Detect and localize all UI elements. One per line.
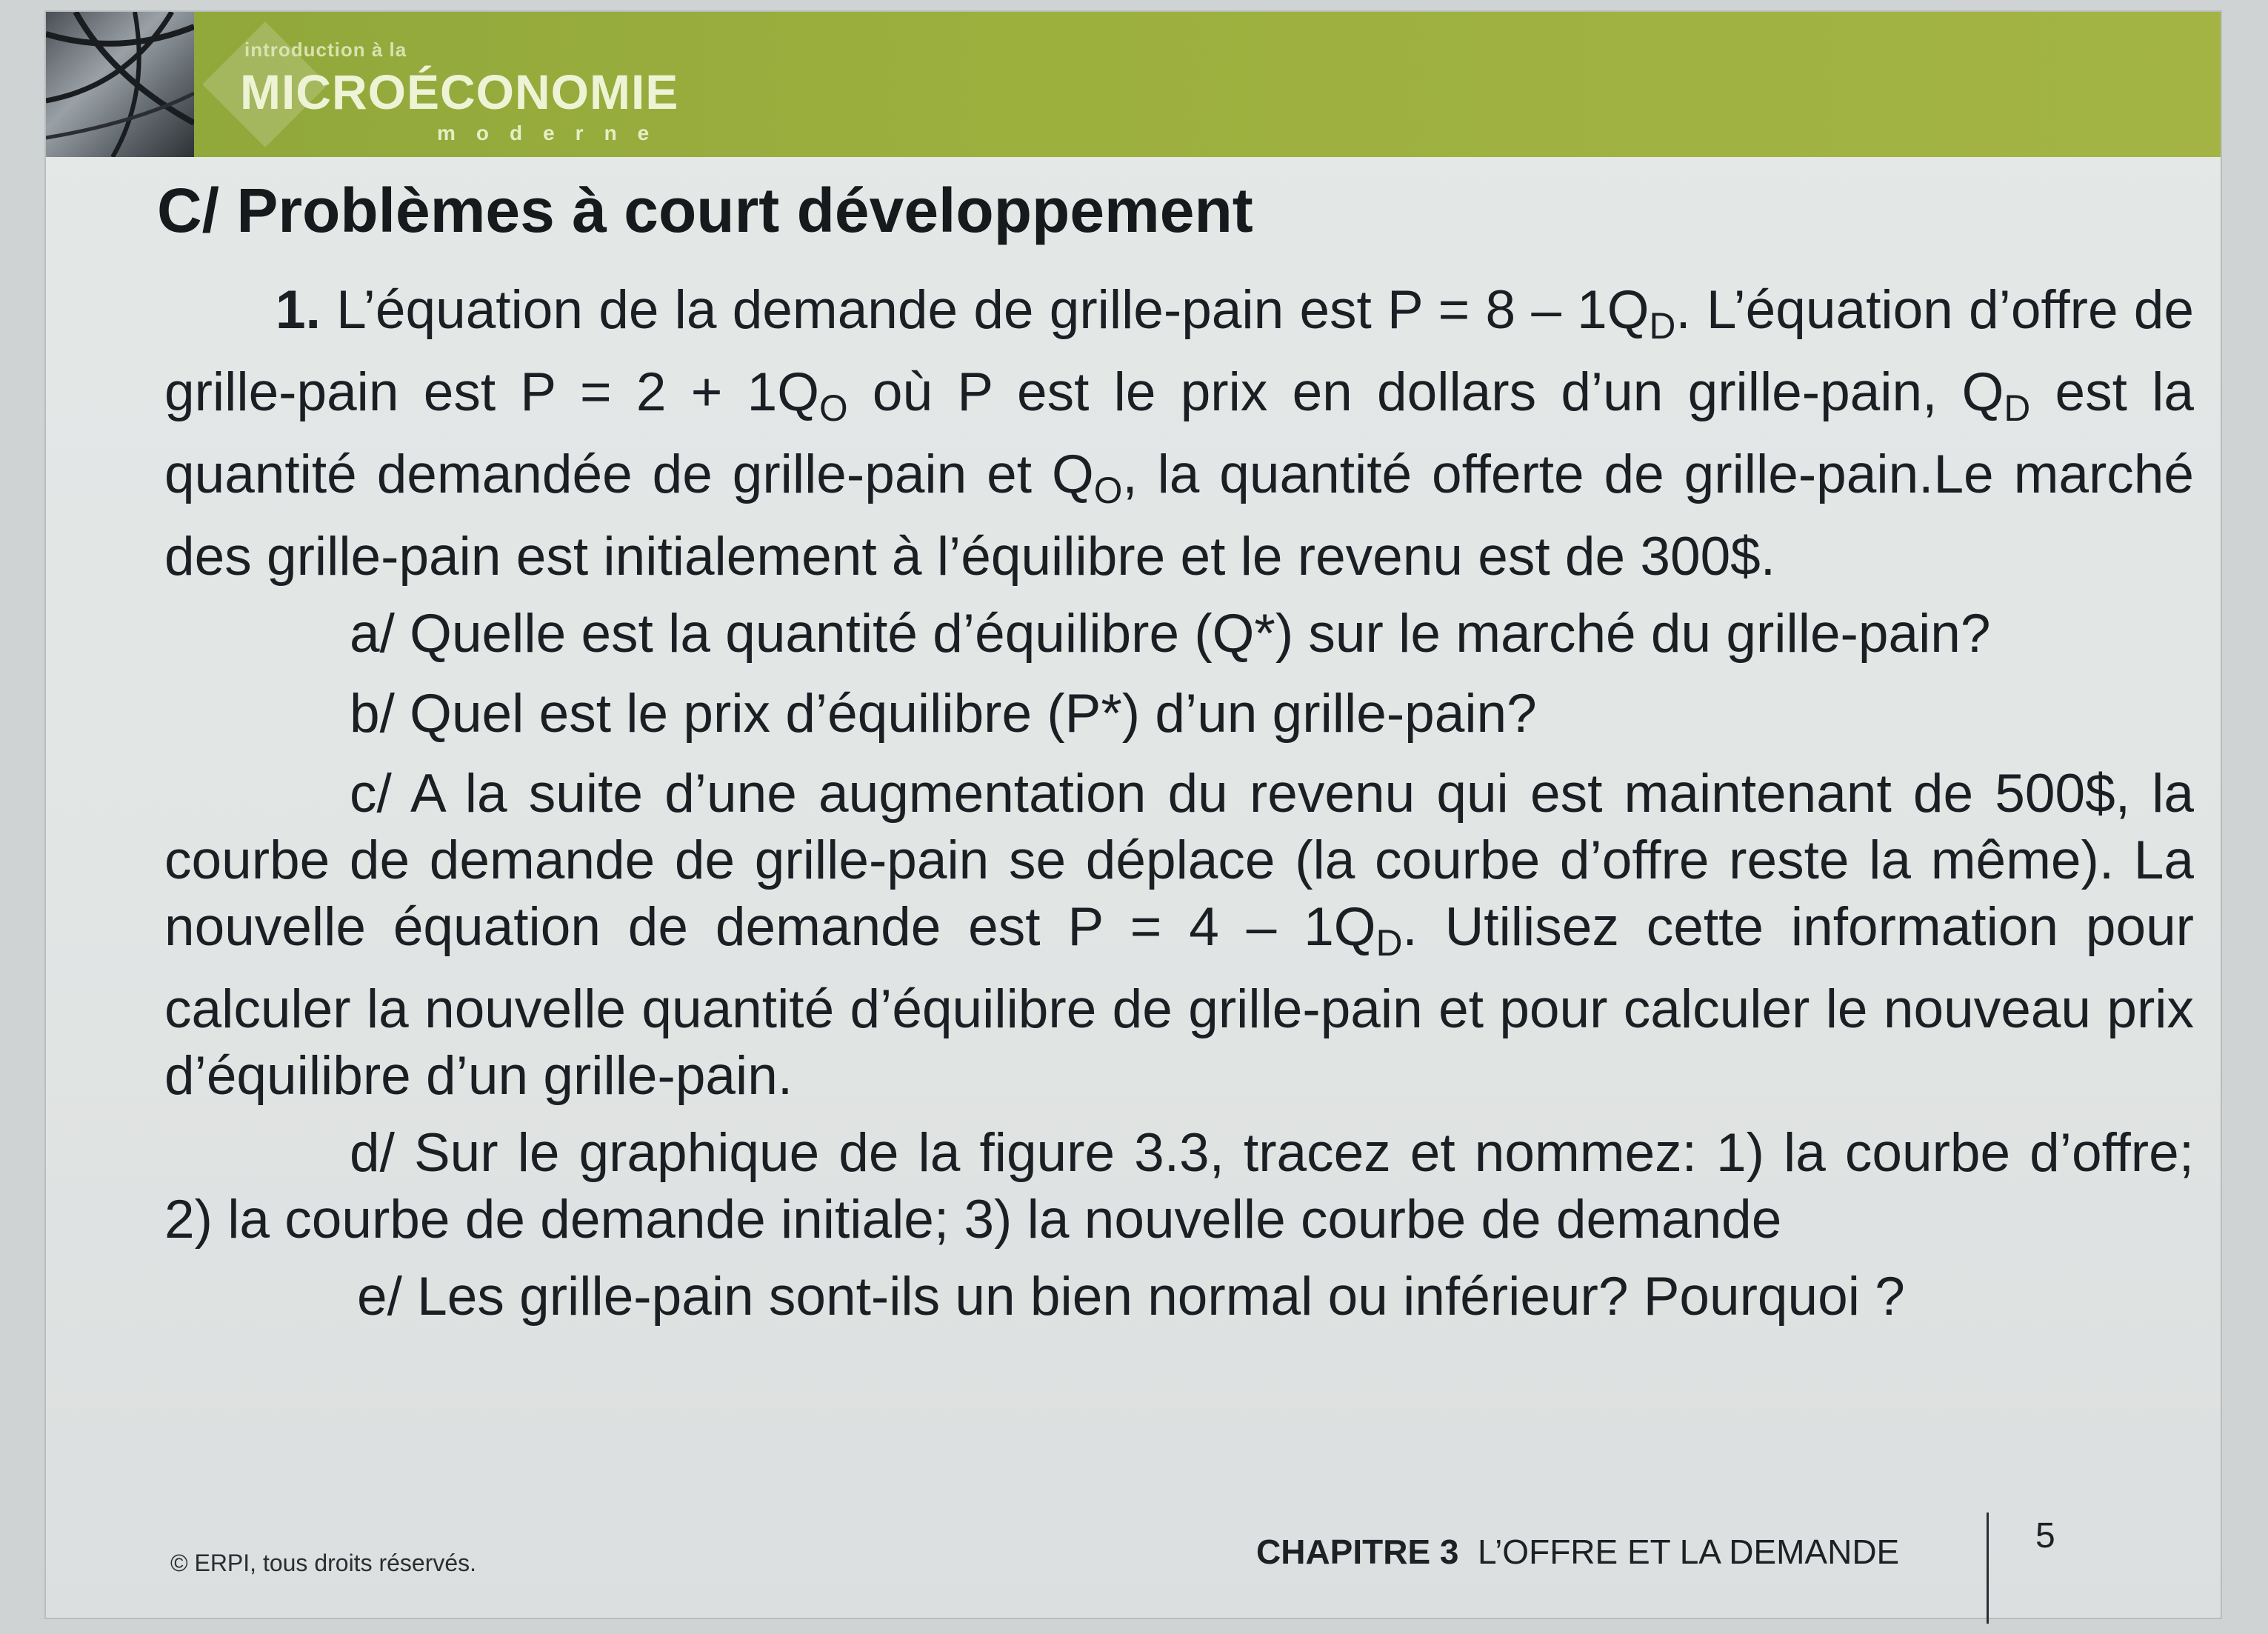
question-c-text: c/ A la suite d’une augmentation du revenu qui est maintenant de 500$, la courbe de demande de grille-pain se déplace (la courbe d’offre reste la même). La nouvelle équation de demande est P = 4 – 1Q — [164, 763, 2194, 957]
problem-text: où P est le prix en dollars d’un grille-pain, Q — [847, 361, 2004, 422]
logo-subtitle: moderne — [437, 121, 670, 144]
question-c-text: . Utilisez cette information pour calculer la nouvelle quantité d’équilibre de grille-pain et pour calculer le nouveau prix d’équilibre d’un grille-pain. — [164, 896, 2194, 1106]
logo-prefix: introduction à la — [244, 39, 407, 61]
problem-text: L’équation de la demande de grille-pain est P = 8 – 1Q — [320, 280, 1650, 340]
problem-number: 1. — [276, 280, 321, 340]
subscript: D — [1649, 304, 1676, 347]
subscript: D — [2004, 387, 2031, 429]
chapter-title: L’OFFRE ET LA DEMANDE — [1478, 1533, 1900, 1571]
copyright: © ERPI, tous droits réservés. — [170, 1550, 477, 1576]
question-a: a/ Quelle est la quantité d’équilibre (Q*) sur le marché du grille-pain? — [350, 603, 1991, 664]
problem-text: , la quantité offerte de grille-pain.Le marché des grille-pain est initialement à l’équilibre et le revenu est de 300$. — [164, 444, 2194, 587]
subscript: O — [1093, 469, 1123, 511]
globe-logo-icon — [46, 12, 194, 157]
chapter-label: CHAPITRE 3 — [1256, 1533, 1459, 1571]
chapter-footer — [1256, 1532, 1899, 1572]
subscript: D — [1375, 921, 1403, 964]
slide — [46, 12, 2221, 1618]
header-banner — [46, 12, 2221, 157]
footer-divider — [1987, 1513, 1989, 1624]
question-e: e/ Les grille-pain sont-ils un bien normal ou inférieur? Pourquoi ? — [357, 1266, 1905, 1327]
logo-title: MICROÉCONOMIE — [240, 64, 679, 119]
question-d: d/ Sur le graphique de la figure 3.3, tracez et nommez: 1) la courbe d’offre; 2) la courbe de demande initiale; 3) la nouvelle courbe de demande — [164, 1122, 2194, 1250]
problem-text: . L’équation d’offre de grille-pain est P = 2 + 1Q — [164, 280, 2194, 422]
problem-statement — [164, 277, 2194, 590]
problem-body — [164, 277, 2194, 1330]
page-number: 5 — [2035, 1516, 2055, 1555]
problem-text: est la quantité demandée de grille-pain et Q — [164, 361, 2194, 504]
question-b: b/ Quel est le prix d’équilibre (P*) d’un grille-pain? — [350, 683, 1537, 744]
section-title: C/ Problèmes à court développement — [157, 176, 1253, 245]
question-c — [164, 761, 2194, 1110]
subscript: O — [819, 387, 848, 429]
